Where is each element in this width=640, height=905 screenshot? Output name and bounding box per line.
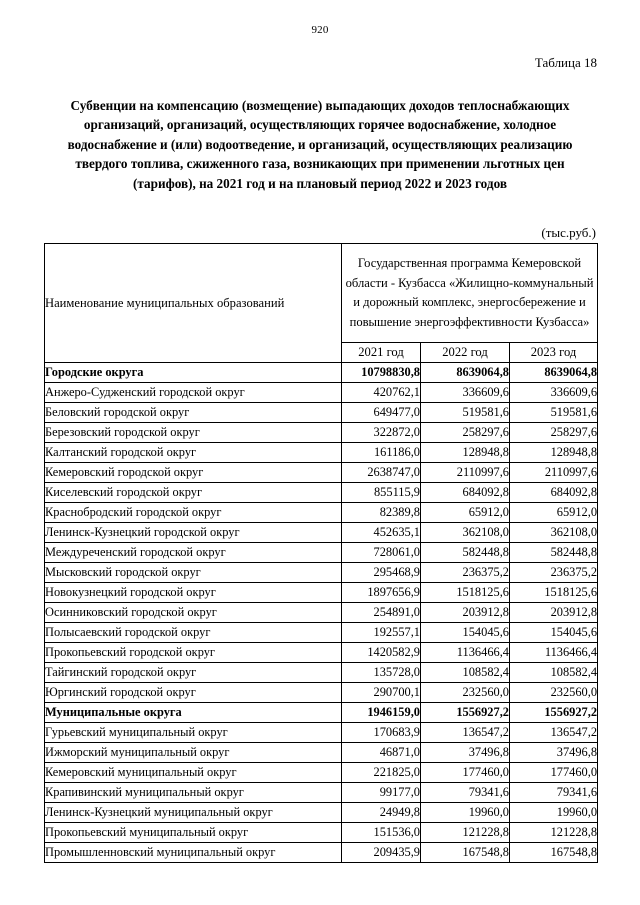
row-value-2023: 8639064,8 <box>510 363 598 383</box>
table-row <box>45 763 598 783</box>
row-municipality-label: Крапивинский муниципальный округ <box>45 783 342 803</box>
row-value-2022: 136547,2 <box>421 723 510 743</box>
column-header-year-2023: 2023 год <box>510 343 598 363</box>
row-value-2021: 161186,0 <box>342 443 421 463</box>
table-header-row-main <box>45 244 598 343</box>
table-row <box>45 363 598 383</box>
table-row <box>45 663 598 683</box>
table-row <box>45 843 598 863</box>
row-value-2022: 362108,0 <box>421 523 510 543</box>
row-municipality-label: Полысаевский городской округ <box>45 623 342 643</box>
row-value-2021: 855115,9 <box>342 483 421 503</box>
row-value-2021: 192557,1 <box>342 623 421 643</box>
row-value-2022: 177460,0 <box>421 763 510 783</box>
row-value-2021: 24949,8 <box>342 803 421 823</box>
row-value-2023: 65912,0 <box>510 503 598 523</box>
row-value-2022: 128948,8 <box>421 443 510 463</box>
row-value-2023: 258297,6 <box>510 423 598 443</box>
row-value-2021: 1420582,9 <box>342 643 421 663</box>
row-value-2022: 37496,8 <box>421 743 510 763</box>
table-row <box>45 603 598 623</box>
row-value-2022: 582448,8 <box>421 543 510 563</box>
table-container <box>44 243 597 863</box>
table-row <box>45 703 598 723</box>
row-municipality-label: Кемеровский муниципальный округ <box>45 763 342 783</box>
row-value-2021: 649477,0 <box>342 403 421 423</box>
row-municipality-label: Киселевский городской округ <box>45 483 342 503</box>
row-value-2021: 209435,9 <box>342 843 421 863</box>
units-note: (тыс.руб.) <box>541 225 596 240</box>
row-municipality-label: Кемеровский городской округ <box>45 463 342 483</box>
row-value-2023: 582448,8 <box>510 543 598 563</box>
table-row <box>45 483 598 503</box>
row-municipality-label: Промышленновский муниципальный округ <box>45 843 342 863</box>
row-municipality-label: Ленинск-Кузнецкий городской округ <box>45 523 342 543</box>
document-title <box>46 96 594 193</box>
row-value-2021: 135728,0 <box>342 663 421 683</box>
row-municipality-label: Прокопьевский городской округ <box>45 643 342 663</box>
table-row <box>45 683 598 703</box>
column-header-municipality-name: Наименование муниципальных образований <box>45 244 342 363</box>
row-municipality-label: Березовский городской округ <box>45 423 342 443</box>
row-value-2022: 336609,6 <box>421 383 510 403</box>
row-value-2022: 121228,8 <box>421 823 510 843</box>
row-municipality-label: Прокопьевский муниципальный округ <box>45 823 342 843</box>
table-row <box>45 783 598 803</box>
row-municipality-label: Беловский городской округ <box>45 403 342 423</box>
row-value-2021: 221825,0 <box>342 763 421 783</box>
row-municipality-label: Юргинский городской округ <box>45 683 342 703</box>
table-row <box>45 803 598 823</box>
row-value-2022: 232560,0 <box>421 683 510 703</box>
row-value-2021: 728061,0 <box>342 543 421 563</box>
row-value-2023: 684092,8 <box>510 483 598 503</box>
table-row <box>45 403 598 423</box>
row-municipality-label: Ленинск-Кузнецкий муниципальный округ <box>45 803 342 823</box>
column-header-year-2022: 2022 год <box>421 343 510 363</box>
row-value-2022: 684092,8 <box>421 483 510 503</box>
row-value-2021: 452635,1 <box>342 523 421 543</box>
row-value-2023: 1556927,2 <box>510 703 598 723</box>
row-value-2021: 46871,0 <box>342 743 421 763</box>
row-value-2021: 295468,9 <box>342 563 421 583</box>
row-value-2022: 19960,0 <box>421 803 510 823</box>
table-row <box>45 823 598 843</box>
row-municipality-label: Краснобродский городской округ <box>45 503 342 523</box>
row-value-2021: 99177,0 <box>342 783 421 803</box>
document-title-line: водоснабжение и (или) водоотведение, и организаций, осуществляющих реализацию <box>67 136 573 152</box>
row-value-2023: 362108,0 <box>510 523 598 543</box>
row-value-2022: 154045,6 <box>421 623 510 643</box>
row-value-2022: 203912,8 <box>421 603 510 623</box>
row-value-2021: 1946159,0 <box>342 703 421 723</box>
row-group-label: Городские округа <box>45 363 342 383</box>
table-label: Таблица 18 <box>534 55 597 70</box>
row-municipality-label: Междуреченский городской округ <box>45 543 342 563</box>
row-value-2023: 177460,0 <box>510 763 598 783</box>
table-row <box>45 723 598 743</box>
row-value-2023: 79341,6 <box>510 783 598 803</box>
row-municipality-label: Анжеро-Судженский городской округ <box>45 383 342 403</box>
row-value-2021: 254891,0 <box>342 603 421 623</box>
row-value-2022: 79341,6 <box>421 783 510 803</box>
row-municipality-label: Ижморский муниципальный округ <box>45 743 342 763</box>
row-value-2022: 2110997,6 <box>421 463 510 483</box>
row-value-2023: 1518125,6 <box>510 583 598 603</box>
row-value-2021: 322872,0 <box>342 423 421 443</box>
row-value-2021: 2638747,0 <box>342 463 421 483</box>
document-title-line: (тарифов), на 2021 год и на плановый период 2022 и 2023 годов <box>133 175 507 191</box>
row-value-2023: 167548,8 <box>510 843 598 863</box>
row-value-2022: 65912,0 <box>421 503 510 523</box>
subventions-table <box>44 243 598 863</box>
row-value-2022: 236375,2 <box>421 563 510 583</box>
column-header-year-2021: 2021 год <box>342 343 421 363</box>
row-value-2022: 108582,4 <box>421 663 510 683</box>
document-title-line: твердого топлива, сжиженного газа, возникающих при применении льготных цен <box>75 156 565 172</box>
row-municipality-label: Калтанский городской округ <box>45 443 342 463</box>
table-row <box>45 563 598 583</box>
table-row <box>45 503 598 523</box>
document-title-line: организаций, организаций, осуществляющих горячее водоснабжение, холодное <box>83 117 557 133</box>
row-value-2022: 8639064,8 <box>421 363 510 383</box>
row-value-2021: 82389,8 <box>342 503 421 523</box>
table-row <box>45 443 598 463</box>
row-value-2023: 336609,6 <box>510 383 598 403</box>
row-value-2023: 2110997,6 <box>510 463 598 483</box>
row-value-2023: 121228,8 <box>510 823 598 843</box>
row-value-2021: 151536,0 <box>342 823 421 843</box>
row-value-2022: 1136466,4 <box>421 643 510 663</box>
table-body <box>45 363 598 863</box>
table-row <box>45 583 598 603</box>
table-row <box>45 383 598 403</box>
table-row <box>45 523 598 543</box>
row-value-2022: 519581,6 <box>421 403 510 423</box>
document-title-line: Субвенции на компенсацию (возмещение) выпадающих доходов теплоснабжающих <box>70 98 570 113</box>
row-value-2023: 19960,0 <box>510 803 598 823</box>
row-value-2023: 236375,2 <box>510 563 598 583</box>
row-value-2021: 420762,1 <box>342 383 421 403</box>
row-value-2022: 167548,8 <box>421 843 510 863</box>
table-row <box>45 643 598 663</box>
row-value-2023: 1136466,4 <box>510 643 598 663</box>
row-value-2023: 154045,6 <box>510 623 598 643</box>
row-municipality-label: Мысковский городской округ <box>45 563 342 583</box>
table-row <box>45 743 598 763</box>
row-group-label: Муниципальные округа <box>45 703 342 723</box>
row-value-2021: 170683,9 <box>342 723 421 743</box>
row-value-2021: 290700,1 <box>342 683 421 703</box>
row-municipality-label: Новокузнецкий городской округ <box>45 583 342 603</box>
table-row <box>45 463 598 483</box>
row-value-2023: 128948,8 <box>510 443 598 463</box>
row-value-2023: 203912,8 <box>510 603 598 623</box>
table-row <box>45 423 598 443</box>
table-row <box>45 543 598 563</box>
page-number: 920 <box>311 24 329 36</box>
column-header-state-program: Государственная программа Кемеровской области - Кузбасса «Жилищно-коммунальный и дорожный комплекс, энергосбережение и повышение энергоэффективности Кузбасса» <box>342 244 598 343</box>
table-head <box>45 244 598 363</box>
row-value-2021: 10798830,8 <box>342 363 421 383</box>
row-value-2023: 232560,0 <box>510 683 598 703</box>
row-value-2021: 1897656,9 <box>342 583 421 603</box>
row-value-2022: 1556927,2 <box>421 703 510 723</box>
row-value-2022: 258297,6 <box>421 423 510 443</box>
row-value-2023: 519581,6 <box>510 403 598 423</box>
row-municipality-label: Тайгинский городской округ <box>45 663 342 683</box>
row-municipality-label: Осинниковский городской округ <box>45 603 342 623</box>
row-value-2023: 37496,8 <box>510 743 598 763</box>
row-municipality-label: Гурьевский муниципальный округ <box>45 723 342 743</box>
row-value-2022: 1518125,6 <box>421 583 510 603</box>
row-value-2023: 136547,2 <box>510 723 598 743</box>
row-value-2023: 108582,4 <box>510 663 598 683</box>
table-row <box>45 623 598 643</box>
